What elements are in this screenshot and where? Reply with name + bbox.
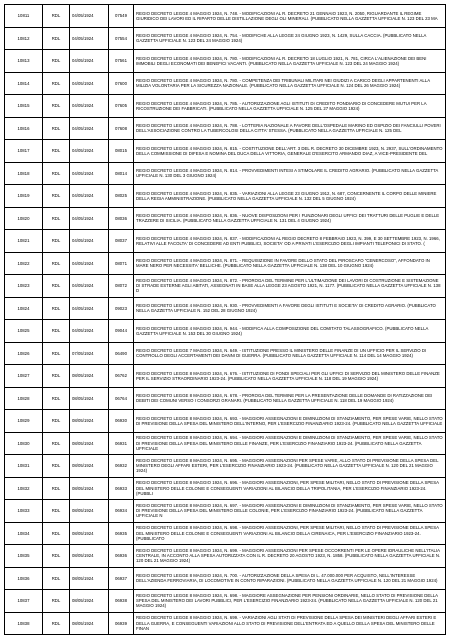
row-number-cell: 10816 [5,117,43,140]
act-type-cell: RDL [43,567,70,590]
table-row [5,27,446,50]
table-row [5,432,446,455]
table-row [5,117,446,140]
description-cell: REGIO DECRETO LEGGE 8 MAGGIO 1924, N. 678. - PROROGA DEL TERMINE PER LA PRESENTAZIONE DELLE DOMANDE DI RATIZZAZIONE DEI DEBITI DEI COMUNI VERSO I CONSORZI GRANARI. (PUBBLICATO NELLA GAZZETTA UFFICIALE N. 118 DEL 19 MAGGIO 1924) [134,387,446,410]
table-row [5,567,446,590]
act-date-cell: 08/05/1924 [70,477,109,500]
act-type-cell: RDL [43,477,70,500]
description-cell: REGIO DECRETO LEGGE 4 MAGGIO 1924, N. 871. - REQUISIZIONE IN FAVORE DELLO STATO DEL PIROSCAFO "CENERCOSO", AFFONDATO IN MARE NERO PER NECESSITA' BELLICHE. (PUBBLICATO NELLA GAZZETTA UFFICIALE N. 138 DEL 10 GIUGNO 1924) [134,252,446,275]
decree-table [4,4,446,635]
act-type-cell: RDL [43,95,70,118]
act-date-cell: 08/05/1924 [70,387,109,410]
row-number-cell: 10820 [5,207,43,230]
table-row [5,140,446,163]
row-number-cell: 10815 [5,95,43,118]
row-number-cell: 10825 [5,320,43,343]
act-type-cell: RDL [43,455,70,478]
act-date-cell: 04/05/1924 [70,297,109,320]
description-cell: REGIO DECRETO LEGGE 4 MAGGIO 1924, N. 872. - PROROGA DEL TERMINE PER L'ULTIMAZIONE DEI LAVORI DI COSTRUZIONE E SISTEMAZIONE DI STRADE ESTERNE AGLI ABITATI, ASSEGNATI IN BASE ALLA LEGGE 23 AGOSTO 1921, N. 1177. (PUBBLICATO NELLA GAZZETTA UFFICIALE N. 138 D [134,275,446,298]
act-date-cell: 08/05/1924 [70,522,109,545]
act-date-cell: 08/05/1924 [70,500,109,523]
act-date-cell: 08/05/1924 [70,455,109,478]
row-number-cell: 10819 [5,185,43,208]
page-number-cell: 08037 [109,230,134,253]
description-cell: REGIO DECRETO LEGGE 4 MAGGIO 1924, N. 837. - MODIFICAZIONI AL REGIO DECRETO 8 FEBBRAIO 1923, N. 399, E 30 SETTEMBRE 1923, N. 1966, RELATIVI ALLE FACOLTA' DI CONCEDERE AD ENTI PUBBLICI, SOCIETA' OD A PRIVATI L'ESERCIZIO DEGLI IMPIANTI TELEFONICI DI STATO. ( [134,230,446,253]
description-cell: REGIO DECRETO LEGGE 8 MAGGIO 1924, N. 700. - AUTORIZZAZIONE DELLA SPESA DI L. 47.000.000 PER ACQUISTO, NELL'INTERESSE DELL'AZIENDA FERROVIARIA, DI LOCOMOTIVE IN CONTO RIPARAZIONI. (PUBBLICATO NELLA GAZZETTA UFFICIALE N. 120 DEL 21 MAGGIO 1924) [134,567,446,590]
page-number-cell: 07549 [109,5,134,28]
description-cell: REGIO DECRETO LEGGE 4 MAGGIO 1924, N. 780. - COMPETENZA DEI TRIBUNALI MILITARI NEI GIUDIZI A CARICO DEGLI APPARTENENTI ALLA MILIZIA VOLONTARIA PER LA SICUREZZA NAZIONALE. (PUBBLICATO NELLA GAZZETTA UFFICIALE N. 124 DEL 26 MAGGIO 1924) [134,72,446,95]
table-row [5,387,446,410]
row-number-cell: 10832 [5,477,43,500]
act-type-cell: RDL [43,612,70,635]
table-row [5,5,446,28]
table-row [5,230,446,253]
act-type-cell: RDL [43,5,70,28]
row-number-cell: 10829 [5,410,43,433]
row-number-cell: 10814 [5,72,43,95]
act-date-cell: 04/05/1924 [70,230,109,253]
table-row [5,207,446,230]
act-type-cell: RDL [43,50,70,73]
table-row [5,320,446,343]
act-date-cell: 08/05/1924 [70,590,109,613]
row-number-cell: 10822 [5,252,43,275]
description-cell: REGIO DECRETO LEGGE 4 MAGGIO 1924, N. 780. - MODIFICAZIONI AL R. DECRETO 18 LUGLIO 1921, N. 781, CIRCA L'ALIENAZIONE DEI BENI IMMOBILI DEGLI ECONOMATI DEI BENEFICI VACANTI. (PUBBLICATO NELLA GAZZETTA UFFICIALE N. 123 DEL 24 MAGGIO 1924) [134,50,446,73]
row-number-cell: 10812 [5,27,43,50]
act-type-cell: RDL [43,590,70,613]
table-row [5,95,446,118]
act-type-cell: RDL [43,297,70,320]
row-number-cell: 10823 [5,275,43,298]
description-cell: REGIO DECRETO LEGGE 8 MAGGIO 1924, N. 676. - ISTITUZIONE DI FONDI SPECIALI PER GLI UFFICI DI SERVIZIO DEL MINISTERO DELLE FINANZE PER IL SERVIZIO STRAORDINARIO 1923-24. (PUBBLICATO NELLA GAZZETTA UFFICIALE N. 118 DEL 19 MAGGIO 1924) [134,365,446,388]
table-row [5,50,446,73]
description-cell: REGIO DECRETO LEGGE 8 MAGGIO 1924, N. 693. - MAGGIORI ASSEGNAZIONI E DIMINUZIONI DI STANZIAMENTO, PER SPESE VARIE, NELLO STATO DI PREVISIONE DELLA SPESA DEL MINISTERO DELL'INTERNO, PER L'ESERCIZIO FINANZIARIO 1923-24. (PUBBLICATO NELLA GAZZETTA UFFICIALE [134,410,446,433]
act-date-cell: 04/05/1924 [70,95,109,118]
row-number-cell: 10833 [5,500,43,523]
description-cell: REGIO DECRETO LEGGE 8 MAGGIO 1924, N. 698. - MAGGIORE ASSEGNAZIONE PER PENSIONI ORDINARIE, NELLO STATO DI PREVISIONE DELLA SPESA DEL MINISTERO DEI LAVORI PUBBLICI, PER L'ESERCIZIO FINANZIARIO 1923-24. (PUBBLICATO NELLA GAZZETTA UFFICIALE N. 120 DEL 21 MAGGIO 1924) [134,590,446,613]
page-number-cell: 08015 [109,140,134,163]
act-type-cell: RDL [43,185,70,208]
description-cell: REGIO DECRETO LEGGE 8 MAGGIO 1924, N. 698. - MAGGIORI ASSEGNAZIONI, PER SPESE MILITARI, NELLO STATO DI PREVISIONE DELLA SPESA DEL MINISTERO DELLE COLONIE E CONSEGUENTI VARIAZIONI AL BILANCIO DELLA CIRENAICA, PER L'ESERCIZIO FINANZIARIO 1923-24. (PUBBLICATO [134,522,446,545]
row-number-cell: 10831 [5,455,43,478]
act-type-cell: RDL [43,522,70,545]
act-date-cell: 04/05/1924 [70,252,109,275]
row-number-cell: 10813 [5,50,43,73]
page-number-cell: 06933 [109,477,134,500]
page-number-cell: 08014 [109,162,134,185]
act-date-cell: 08/05/1924 [70,410,109,433]
page-number-cell: 07600 [109,72,134,95]
description-cell: REGIO DECRETO LEGGE 4 MAGGIO 1924, N. 815. - COSTITUZIONE DELL'ART. 3 DEL R. DECRETO 30 DICEMBRE 1923, N. 2937, SULL'ORDINAMENTO DELLA COMMISSIONE DI DIFESA E NOMINA DEL DUCA DELLA VITTORIA, GENERALE D'ESERCITO ARMANDO DIAZ, A VICE-PRESIDENTE DEL [134,140,446,163]
table-row [5,297,446,320]
act-date-cell: 08/05/1924 [70,612,109,635]
description-cell: REGIO DECRETO LEGGE 4 MAGGIO 1924, N. 930. - PROVVEDIMENTI A FAVORE DEGLI ISTITUTI E SOCIETA' DI CREDITO AGRARIO. (PUBBLICATO NELLA GAZZETTA UFFICIALE N. 152 DEL 28 GIUGNO 1924) [134,297,446,320]
description-cell: REGIO DECRETO LEGGE 8 MAGGIO 1924, N. 699. - MAGGIORI ASSEGNAZIONI PER SPESE OCCORRENTI PER LE OPERE IDRAULICHE NELL'ITALIA CENTRALE, IN ACCONTO ALLA SPESA AUTORIZZATA CON IL R. DECRETO 20 AGOSTO 1923, N. 1858. (PUBBLICATO NELLA GAZZETTA UFFICIALE N. 120 DEL 21 MAGGIO 1924) [134,545,446,568]
page-number-cell: 09023 [109,297,134,320]
table-row [5,612,446,635]
act-type-cell: RDL [43,27,70,50]
page-number-cell: 06936 [109,545,134,568]
description-cell: REGIO DECRETO LEGGE 4 MAGGIO 1924, N. 835. - VARIAZIONI ALLA LEGGE 23 GIUGNO 1912, N. 687, CONCERNENTE IL CORPO DELLE MINIERE DELLA REGIA AMMINISTRAZIONE. (PUBBLICATO NELLA GAZZETTA UFFICIALE N. 132 DEL 5 GIUGNO 1924) [134,185,446,208]
act-type-cell: RDL [43,320,70,343]
act-type-cell: RDL [43,252,70,275]
table-row [5,500,446,523]
act-type-cell: RDL [43,72,70,95]
act-date-cell: 04/05/1924 [70,5,109,28]
act-type-cell: RDL [43,545,70,568]
description-cell: REGIO DECRETO LEGGE 8 MAGGIO 1924, N. 695. - MAGGIORI ASSEGNAZIONI PER SPESE VARIE, ALLO STATO DI PREVISIONE DELLA SPESA DEL MINISTERO DEGLI AFFARI ESTERI, PER L'ESERCIZIO FINANZIARIO 1923-24. (PUBBLICATO NELLA GAZZETTA UFFICIALE N. 120 DEL 21 MAGGIO 1924) [134,455,446,478]
page-number-cell: 06762 [109,365,134,388]
table-row [5,252,446,275]
table-row [5,365,446,388]
description-cell: REGIO DECRETO LEGGE 4 MAGGIO 1924, N. 814. - PROVVEDIMENTI INTESI A STIMOLARE IL CREDITO AGRARIO. (PUBBLICATO NELLA GAZZETTA UFFICIALE N. 130 DEL 3 GIUGNO 1924) [134,162,446,185]
act-type-cell: RDL [43,387,70,410]
row-number-cell: 10834 [5,522,43,545]
act-date-cell: 04/05/1924 [70,162,109,185]
page-number-cell: 09044 [109,320,134,343]
act-date-cell: 04/05/1924 [70,72,109,95]
row-number-cell: 10830 [5,432,43,455]
act-type-cell: RDL [43,275,70,298]
table-row [5,477,446,500]
description-cell: REGIO DECRETO LEGGE 4 MAGGIO 1924, N. 785. - AUTORIZZAZIONE AGLI ISTITUTI DI CREDITO FONDIARIO DI CONCEDERE MUTUI PER LA RICOSTRUZIONE DEI FABBRICATI. (PUBBLICATO NELLA GAZZETTA UFFICIALE N. 125 DEL 27 MAGGIO 1924) [134,95,446,118]
description-cell: REGIO DECRETO LEGGE 8 MAGGIO 1924, N. 697. - MAGGIORI ASSEGNAZIONI E DIMINUZIONI DI STANZIAMENTO, PER SPESE VARIE, NELLO STATO DI PREVISIONE DELLA SPESA DEL MINISTERO DELLE COLONIE, PER L'ESERCIZIO FINANZIARIO 1923-24. (PUBBLICATO NELLA GAZZETTA UFFICIALE N [134,500,446,523]
row-number-cell: 10837 [5,590,43,613]
act-type-cell: RDL [43,342,70,365]
description-cell: REGIO DECRETO LEGGE 4 MAGGIO 1924, N. 836. - NUOVE DISPOSIZIONI PER I FUNZIONARI DEGLI UFFICI DEI TRATTURI DELLE PUGLIE E DELLE TRAZZERE DI SICILIA. (PUBBLICATO NELLA GAZZETTA UFFICIALE N. 131 DEL 4 GIUGNO 1924) [134,207,446,230]
act-date-cell: 08/05/1924 [70,432,109,455]
table-row [5,455,446,478]
table-row [5,275,446,298]
row-number-cell: 10828 [5,387,43,410]
page-number-cell: 06934 [109,500,134,523]
row-number-cell: 10838 [5,612,43,635]
page-number-cell: 06490 [109,342,134,365]
act-type-cell: RDL [43,365,70,388]
row-number-cell: 10817 [5,140,43,163]
description-cell: REGIO DECRETO LEGGE 7 MAGGIO 1924, N. 649. - ISTITUZIONE PRESSO IL MINISTERO DELLE FINANZE DI UN UFFICIO PER IL SERVIZIO DI CONTROLLO DEGLI ACCERTAMENTI DEI DANNI DI GUERRA. (PUBBLICATO NELLA GAZZETTA UFFICIALE N. 114 DEL 14 MAGGIO 1924) [134,342,446,365]
page-number-cell: 06935 [109,522,134,545]
description-cell: REGIO DECRETO LEGGE 4 MAGGIO 1924, N. 748. - MODIFICAZIONI AL R. DECRETO 21 GENNAIO 1923, N. 2050, RIGUARDANTE IL REGIME GIURIDICO DEI LAVORI ED IL RIPARTO DELLE DISTILLAZIONE DEGLI OLI MINERALI. (PUBBLICATO NELLA GAZZETTA UFFICIALE N. 123 DEL 23 MA [134,5,446,28]
act-type-cell: RDL [43,500,70,523]
act-date-cell: 04/05/1924 [70,140,109,163]
description-cell: REGIO DECRETO LEGGE 8 MAGGIO 1924, N. 699. - VARIAZIONI AGLI STATI DI PREVISIONE DELLA SPESA DEI MINISTERI DEGLI AFFARI ESTERI E DELLA GUERRA, E CONSEGUENTI VARIAZIONI ALLO STATO DI PREVISIONE DELL'ENTRATA ED A QUELLO DELLA SPESA DEL MINISTERO DELLE FINAN [134,612,446,635]
page-number-cell: 07554 [109,27,134,50]
act-date-cell: 08/05/1924 [70,567,109,590]
page-number-cell: 06939 [109,612,134,635]
act-type-cell: RDL [43,410,70,433]
page-number-cell: 07561 [109,50,134,73]
act-date-cell: 08/05/1924 [70,365,109,388]
table-row [5,522,446,545]
page-number-cell: 08072 [109,275,134,298]
page-number-cell: 06931 [109,432,134,455]
table-row [5,162,446,185]
page-number-cell: 07605 [109,95,134,118]
page-number-cell: 08071 [109,252,134,275]
table-row [5,342,446,365]
page-number-cell: 08036 [109,207,134,230]
table-row [5,72,446,95]
act-date-cell: 07/05/1924 [70,342,109,365]
row-number-cell: 10835 [5,545,43,568]
act-date-cell: 08/05/1924 [70,545,109,568]
row-number-cell: 10827 [5,365,43,388]
act-date-cell: 04/05/1924 [70,185,109,208]
row-number-cell: 10836 [5,567,43,590]
description-cell: REGIO DECRETO LEGGE 8 MAGGIO 1924, N. 694. - MAGGIORI ASSEGNAZIONI E DIMINUZIONI DI STANZIAMENTO, PER SPESE VARIE, NELLO STATO DI PREVISIONE DELLA SPESA DEL MINISTERO DELLE FINANZE, PER L'ESERCIZIO FINANZIARIO 1923-24. (PUBBLICATO NELLA GAZZETTA UFFICIALE [134,432,446,455]
description-cell: REGIO DECRETO LEGGE 8 MAGGIO 1924, N. 696. - MAGGIORI ASSEGNAZIONI, PER SPESE MILITARI, NELLO STATO DI PREVISIONE DELLA SPESA DEL MINISTERO DELLE COLONIE E CONSEGUENTI VARIAZIONI AL BILANCIO DELLA TRIPOLITANIA, PER L'ESERCIZIO FINANZIARIO 1923-24. (PUBBLI [134,477,446,500]
page-number-cell: 06937 [109,567,134,590]
row-number-cell: 10811 [5,5,43,28]
table-row [5,545,446,568]
act-type-cell: RDL [43,140,70,163]
page-number-cell: 06764 [109,387,134,410]
page-number-cell: 07608 [109,117,134,140]
description-cell: REGIO DECRETO LEGGE 4 MAGGIO 1924, N. 788. - LOTTERIA NAZIONALE A FAVORE DELL'OSPEDALE MARINO ED OSPIZIO DEI FANCIULLI POVERI DELL'ASSOCIAZIONE CONTRO LA TUBERCOLOSI DELLA CITTA' STESSA. (PUBBLICATO NELLA GAZZETTA UFFICIALE N. 125 DEL [134,117,446,140]
act-type-cell: RDL [43,432,70,455]
page-number-cell: 06938 [109,590,134,613]
act-type-cell: RDL [43,162,70,185]
page-number-cell: 06930 [109,410,134,433]
row-number-cell: 10821 [5,230,43,253]
act-type-cell: RDL [43,230,70,253]
table-row [5,410,446,433]
act-date-cell: 04/05/1924 [70,207,109,230]
act-type-cell: RDL [43,117,70,140]
table-row [5,590,446,613]
page-number-cell: 08025 [109,185,134,208]
row-number-cell: 10826 [5,342,43,365]
decree-table-body [5,5,446,635]
act-date-cell: 04/05/1924 [70,27,109,50]
act-date-cell: 04/05/1924 [70,320,109,343]
act-date-cell: 04/05/1924 [70,50,109,73]
table-row [5,185,446,208]
row-number-cell: 10818 [5,162,43,185]
page-number-cell: 06932 [109,455,134,478]
description-cell: REGIO DECRETO LEGGE 4 MAGGIO 1924, N. 944. - MODIFICA ALLA COMPOSIZIONE DEL COMITATO TALASSOGRAFICO. (PUBBLICATO NELLA GAZZETTA UFFICIALE N. 153 DEL 30 GIUGNO 1924) [134,320,446,343]
act-date-cell: 04/05/1924 [70,275,109,298]
row-number-cell: 10824 [5,297,43,320]
act-type-cell: RDL [43,207,70,230]
description-cell: REGIO DECRETO LEGGE 4 MAGGIO 1924, N. 754. - MODIFICHE ALLA LEGGE 24 GIUGNO 1923, N. 1429, SULLA CACCIA. (PUBBLICATO NELLA GAZZETTA UFFICIALE N. 123 DEL 24 MAGGIO 1924) [134,27,446,50]
act-date-cell: 04/05/1924 [70,117,109,140]
